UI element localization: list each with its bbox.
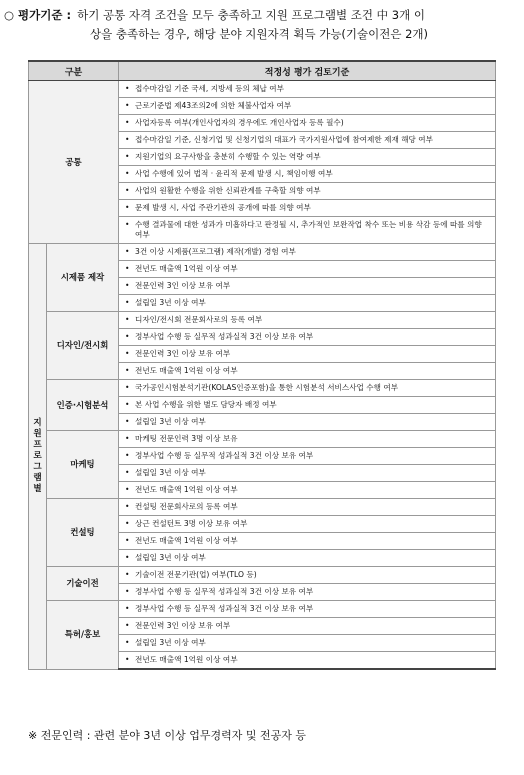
bullet-icon: • — [125, 298, 130, 307]
bullet-icon: • — [125, 152, 130, 161]
bullet-icon: • — [125, 383, 130, 392]
criteria-item-text: 설립일 3년 이상 여부 — [135, 417, 206, 426]
criteria-item-text: 기술이전 전문기관(업) 여부(TLO 등) — [135, 570, 257, 579]
criteria-item — [119, 516, 496, 533]
header-criteria: 적정성 평가 검토기준 — [119, 61, 496, 81]
criteria-item-text: 정부사업 수행 등 실무적 성과실적 3건 이상 보유 여부 — [135, 332, 314, 341]
bullet-icon: • — [125, 169, 130, 178]
criteria-item-text: 정부사업 수행 등 실무적 성과실적 3건 이상 보유 여부 — [135, 587, 314, 596]
criteria-item — [119, 431, 496, 448]
bullet-icon: • — [125, 118, 130, 127]
bullet-icon: • — [125, 638, 130, 647]
bullet-icon: • — [125, 101, 130, 110]
bullet-icon: • — [125, 655, 130, 664]
bullet-icon: • — [125, 553, 130, 562]
criteria-item — [119, 166, 496, 183]
criteria-item — [119, 98, 496, 115]
table-row — [29, 601, 496, 618]
criteria-item-text: 전년도 매출액 1억원 이상 여부 — [135, 655, 238, 664]
bullet-icon: • — [125, 536, 130, 545]
table-row — [29, 567, 496, 584]
criteria-item — [119, 397, 496, 414]
bullet-icon: • — [125, 468, 130, 477]
table-row — [29, 499, 496, 516]
criteria-item — [119, 346, 496, 363]
program-category: 특허/홍보 — [47, 601, 119, 670]
criteria-item — [119, 499, 496, 516]
criteria-item — [119, 584, 496, 601]
circle-bullet-icon: ○ — [4, 8, 15, 22]
bullet-icon: • — [125, 502, 130, 511]
bullet-icon: • — [125, 434, 130, 443]
bullet-icon: • — [125, 570, 130, 579]
criteria-item-text: 문제 발생 시, 사업 주관기관의 공개에 따를 의향 여부 — [135, 203, 311, 212]
bullet-icon: • — [125, 366, 130, 375]
category-common: 공통 — [29, 81, 119, 244]
criteria-item-text: 국가공인시험분석기관(KOLAS인증포함)을 통한 시험분석 서비스사업 수행 여부 — [135, 383, 399, 392]
header-category: 구분 — [29, 61, 119, 81]
bullet-icon: • — [125, 519, 130, 528]
program-category: 디자인/전시회 — [47, 312, 119, 380]
criteria-item — [119, 465, 496, 482]
criteria-item — [119, 414, 496, 431]
bullet-icon: • — [125, 264, 130, 273]
criteria-item-text: 전문인력 3인 이상 보유 여부 — [135, 349, 231, 358]
table-row — [29, 244, 496, 261]
bullet-icon: • — [125, 220, 130, 229]
criteria-item-text: 사업의 원활한 수행을 위한 신뢰관계를 구축할 의향 여부 — [135, 186, 321, 195]
criteria-item — [119, 380, 496, 397]
criteria-item — [119, 550, 496, 567]
criteria-item — [119, 295, 496, 312]
criteria-item-text: 사업 수행에 있어 법적 · 윤리적 문제 발생 시, 책임이행 여부 — [135, 169, 333, 178]
intro-lead-label: 평가기준 : — [18, 8, 72, 22]
criteria-item-text: 사업자등록 여부(개인사업자의 경우에도 개인사업자 등록 필수) — [135, 118, 344, 127]
criteria-item — [119, 217, 496, 244]
bullet-icon: • — [125, 84, 130, 93]
bullet-icon: • — [125, 203, 130, 212]
criteria-item — [119, 261, 496, 278]
criteria-item — [119, 149, 496, 166]
intro-line2-text: 상을 충족하는 경우, 해당 분야 지원자격 획득 가능(기술이전은 2개) — [90, 27, 429, 41]
criteria-item — [119, 115, 496, 132]
criteria-item — [119, 652, 496, 670]
criteria-item-text: 본 사업 수행을 위한 별도 담당자 배정 여부 — [135, 400, 277, 409]
criteria-item — [119, 363, 496, 380]
criteria-item-text: 정부사업 수행 등 실무적 성과실적 3건 이상 보유 여부 — [135, 604, 314, 613]
criteria-item — [119, 329, 496, 346]
criteria-item-text: 설립일 3년 이상 여부 — [135, 638, 206, 647]
criteria-item — [119, 183, 496, 200]
bullet-icon: • — [125, 621, 130, 630]
bullet-icon: • — [125, 587, 130, 596]
criteria-item-text: 설립일 3년 이상 여부 — [135, 553, 206, 562]
bullet-icon: • — [125, 349, 130, 358]
bullet-icon: • — [125, 417, 130, 426]
criteria-item-text: 정부사업 수행 등 실무적 성과실적 3건 이상 보유 여부 — [135, 451, 314, 460]
criteria-item — [119, 533, 496, 550]
bullet-icon: • — [125, 400, 130, 409]
bullet-icon: • — [125, 604, 130, 613]
criteria-table-body — [29, 81, 496, 670]
criteria-item-text: 접수마감일 기준, 신청기업 및 신청기업의 대표가 국가지원사업에 참여제한 제재 해당 여부 — [135, 135, 433, 144]
criteria-item-text: 디자인/전시회 전문회사로의 등록 여부 — [135, 315, 263, 324]
criteria-item — [119, 601, 496, 618]
bullet-icon: • — [125, 281, 130, 290]
criteria-table — [28, 60, 496, 670]
intro-line1-text: 하기 공통 자격 조건을 모두 충족하고 지원 프로그램별 조건 中 3개 이 — [77, 8, 425, 22]
criteria-item-text: 수행 결과물에 대한 성과가 미흡하다고 판정될 시, 추가적인 보완작업 착수 또는 비용 삭감 등에 따를 의향 여부 — [135, 220, 482, 239]
bullet-icon: • — [125, 485, 130, 494]
table-row — [29, 312, 496, 329]
criteria-item — [119, 278, 496, 295]
criteria-item-text: 접수마감일 기준 국세, 지방세 등의 체납 여부 — [135, 84, 284, 93]
criteria-item — [119, 567, 496, 584]
criteria-item-text: 전년도 매출액 1억원 이상 여부 — [135, 264, 238, 273]
table-row — [29, 431, 496, 448]
criteria-item-text: 전년도 매출액 1억원 이상 여부 — [135, 485, 238, 494]
criteria-item — [119, 618, 496, 635]
program-category: 컨설팅 — [47, 499, 119, 567]
criteria-item-text: 전문인력 3인 이상 보유 여부 — [135, 281, 231, 290]
criteria-item — [119, 200, 496, 217]
criteria-item — [119, 448, 496, 465]
program-category: 인증·시험분석 — [47, 380, 119, 431]
table-row — [29, 380, 496, 397]
program-group-label — [29, 244, 47, 670]
program-category: 기술이전 — [47, 567, 119, 601]
criteria-item-text: 지원기업의 요구사항을 충분히 수행할 수 있는 역량 여부 — [135, 152, 321, 161]
table-row — [29, 81, 496, 98]
criteria-item — [119, 81, 496, 98]
criteria-item — [119, 312, 496, 329]
bullet-icon: • — [125, 247, 130, 256]
bullet-icon: • — [125, 315, 130, 324]
bullet-icon: • — [125, 332, 130, 341]
criteria-item-text: 전년도 매출액 1억원 이상 여부 — [135, 536, 238, 545]
evaluation-criteria-intro — [4, 6, 520, 44]
bullet-icon: • — [125, 186, 130, 195]
criteria-item — [119, 482, 496, 499]
criteria-item-text: 3건 이상 시제품(프로그램) 제작(개발) 경험 여부 — [135, 247, 296, 256]
program-category: 마케팅 — [47, 431, 119, 499]
criteria-item — [119, 635, 496, 652]
criteria-item-text: 전문인력 3인 이상 보유 여부 — [135, 621, 231, 630]
criteria-item — [119, 244, 496, 261]
program-group-label-text: 지원 프로그램별 — [33, 417, 42, 494]
criteria-item-text: 근로기준법 제43조의2에 의한 체불사업자 여부 — [135, 101, 292, 110]
criteria-item-text: 상근 컨설턴트 3명 이상 보유 여부 — [135, 519, 248, 528]
criteria-item — [119, 132, 496, 149]
footnote: ※ 전문인력 : 관련 분야 3년 이상 업무경력자 및 전공자 등 — [28, 729, 307, 742]
criteria-item-text: 전년도 매출액 1억원 이상 여부 — [135, 366, 238, 375]
criteria-item-text: 마케팅 전문인력 3명 이상 보유 — [135, 434, 238, 443]
intro-line-1 — [4, 6, 520, 25]
program-category: 시제품 제작 — [47, 244, 119, 312]
bullet-icon: • — [125, 451, 130, 460]
criteria-item-text: 설립일 3년 이상 여부 — [135, 298, 206, 307]
criteria-item-text: 설립일 3년 이상 여부 — [135, 468, 206, 477]
bullet-icon: • — [125, 135, 130, 144]
criteria-item-text: 컨설팅 전문회사로의 등록 여부 — [135, 502, 238, 511]
